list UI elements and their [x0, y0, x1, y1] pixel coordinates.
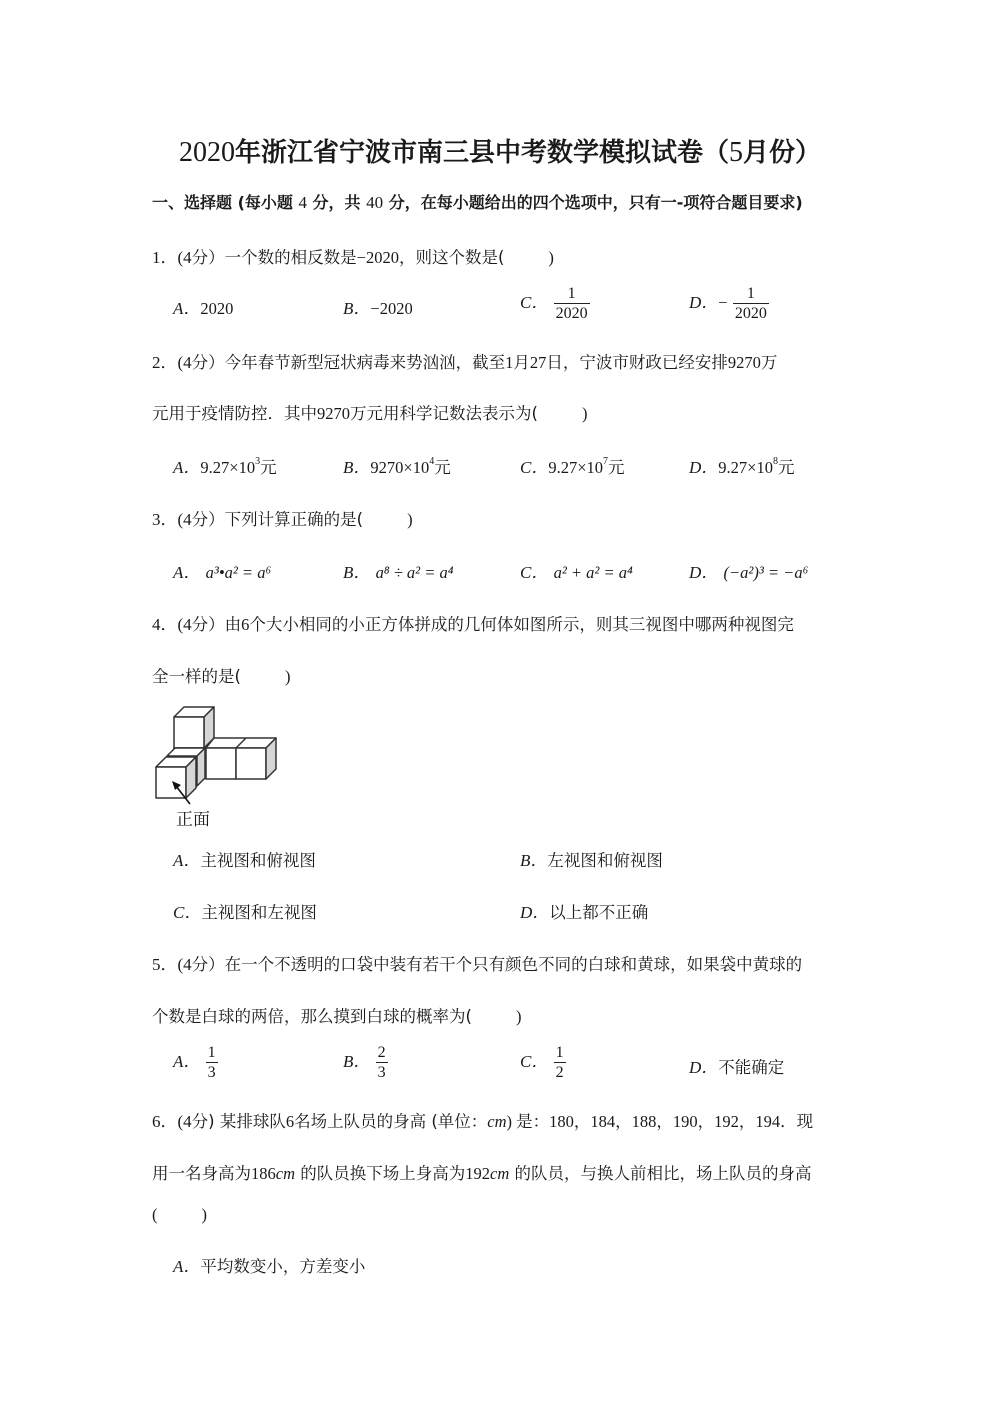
- question-1-option-d[interactable]: D．− $\frac{1}{2020}$: [689, 285, 767, 322]
- question-2-stem-line-1: 2．(4分）今年春节新型冠状病毒来势汹汹，截至1月27日，宁波市财政已经安排9270万: [152, 353, 778, 372]
- question-3-option-b[interactable]: B． a⁸ ÷ a² = a⁴: [343, 563, 454, 582]
- question-5-stem-line-2: 个数是白球的两倍，那么摸到白球的概率为( ): [152, 1007, 522, 1026]
- question-6-answer-blank: ( ): [152, 1205, 207, 1224]
- question-2-option-c[interactable]: C．$9.27\times 10^7$元: [520, 456, 625, 477]
- question-6-stem-line-2: 用一名身高为186cm 的队员换下场上身高为192cm 的队员，与换人前相比，场上队员的身高: [152, 1164, 812, 1183]
- question-1-option-c[interactable]: C． $\frac{1}{2020}$: [520, 285, 588, 322]
- fraction: $\frac{2}{3}$: [377, 1044, 386, 1081]
- question-5-option-d[interactable]: D．不能确定: [689, 1058, 785, 1077]
- question-4-option-d[interactable]: D．以上都不正确: [520, 903, 649, 922]
- question-5-stem-line-1: 5．(4分）在一个不透明的口袋中装有若干个只有颜色不同的白球和黄球，如果袋中黄球的: [152, 955, 803, 974]
- question-3-option-a[interactable]: A． a³•a² = a⁶: [173, 563, 272, 582]
- cube-front-face: [206, 748, 236, 779]
- question-4-option-b[interactable]: B．左视图和俯视图: [520, 851, 663, 870]
- fraction: $\frac{1}{2020}$: [734, 285, 767, 322]
- question-4-stem-line-1: 4．(4分）由6个大小相同的小正方体拼成的几何体如图所示，则其三视图中哪两种视图完: [152, 615, 794, 634]
- cube-front-face: [174, 717, 204, 748]
- question-5-option-b[interactable]: B． $\frac{2}{3}$: [343, 1044, 386, 1081]
- question-1-option-b[interactable]: B．−2020: [343, 299, 413, 318]
- question-4-stem-line-2: 全一样的是( ): [152, 667, 291, 686]
- question-3-stem: 3．(4分）下列计算正确的是( ): [152, 510, 413, 529]
- question-2-option-a[interactable]: A．$9.27\times 10^3$元: [173, 456, 277, 477]
- question-1-stem: 1．(4分）一个数的相反数是−2020，则这个数是( ): [152, 248, 554, 267]
- fraction: $\frac{1}{3}$: [207, 1044, 216, 1081]
- question-2-stem-line-2: 元用于疫情防控．其中9270万元用科学记数法表示为( ): [152, 404, 588, 423]
- question-3-option-c[interactable]: C． a² + a² = a⁴: [520, 563, 633, 582]
- section-header: 一、选择题 (每小题 4 分，共 40 分，在每小题给出的四个选项中，只有一-项符合题目要求): [152, 193, 803, 212]
- fraction: $\frac{1}{2}$: [555, 1044, 564, 1081]
- figure-label-front: 正面: [176, 810, 210, 830]
- page-title: 2020年浙江省宁波市南三县中考数学模拟试卷（5月份）: [178, 137, 822, 168]
- cubes-figure: [150, 698, 290, 806]
- question-3-option-d[interactable]: D． (−a²)³ = −a⁶: [689, 563, 809, 582]
- question-4-option-a[interactable]: A．主视图和俯视图: [173, 851, 316, 870]
- question-1-option-a[interactable]: A．2020: [173, 299, 234, 318]
- question-5-option-c[interactable]: C． $\frac{1}{2}$: [520, 1044, 564, 1081]
- question-4-option-c[interactable]: C．主视图和左视图: [173, 903, 317, 922]
- cube-front-face: [236, 748, 266, 779]
- question-5-option-a[interactable]: A． $\frac{1}{3}$: [173, 1044, 216, 1081]
- question-6-stem-line-1: 6．(4分) 某排球队6名场上队员的身高 (单位：cm) 是：180，184，188，190，192，194．现: [152, 1112, 814, 1131]
- fraction: $\frac{1}{2020}$: [555, 285, 588, 322]
- question-2-option-d[interactable]: D．$9.27\times 10^8$元: [689, 456, 795, 477]
- question-6-option-a[interactable]: A．平均数变小，方差变小: [173, 1257, 366, 1276]
- question-2-option-b[interactable]: B．$9270\times 10^4$元: [343, 456, 451, 477]
